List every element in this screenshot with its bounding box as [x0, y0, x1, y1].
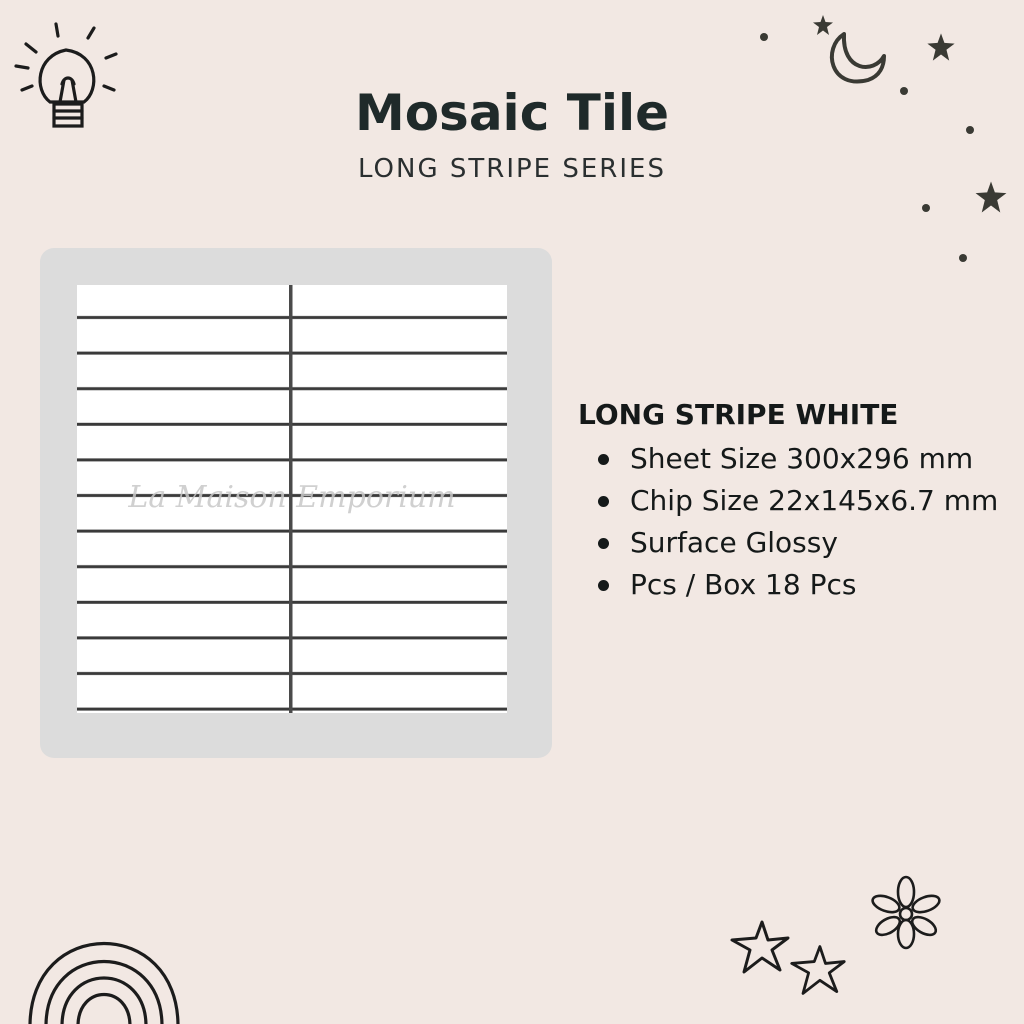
mosaic-tile-pattern — [77, 285, 507, 713]
bullet-icon — [598, 538, 609, 549]
spec-text: Sheet Size 300x296 mm — [630, 442, 974, 475]
spec-item-pcs-box — [598, 564, 998, 606]
spec-list — [598, 438, 998, 606]
dot-icon — [750, 26, 1024, 276]
page-subtitle: LONG STRIPE SERIES — [358, 154, 666, 184]
watermark-text: La Maison Emporium — [128, 480, 456, 515]
spec-item-chip-size — [598, 480, 998, 522]
spec-item-surface — [598, 522, 998, 564]
bullet-icon — [598, 454, 609, 465]
product-name: LONG STRIPE WHITE — [578, 398, 899, 431]
spec-text: Pcs / Box 18 Pcs — [630, 568, 857, 601]
star-outline-icon — [728, 918, 792, 976]
spec-item-sheet-size — [598, 438, 998, 480]
star-outline-icon — [788, 942, 848, 998]
rainbow-icon — [26, 934, 182, 1024]
spec-text: Chip Size 22x145x6.7 mm — [630, 484, 999, 517]
mosaic-tile-sheet — [77, 285, 507, 713]
bullet-icon — [598, 580, 609, 591]
flower-icon — [870, 874, 942, 950]
bullet-icon — [598, 496, 609, 507]
product-image-frame — [40, 248, 552, 758]
page-title: Mosaic Tile — [354, 84, 670, 142]
spec-text: Surface Glossy — [630, 526, 838, 559]
